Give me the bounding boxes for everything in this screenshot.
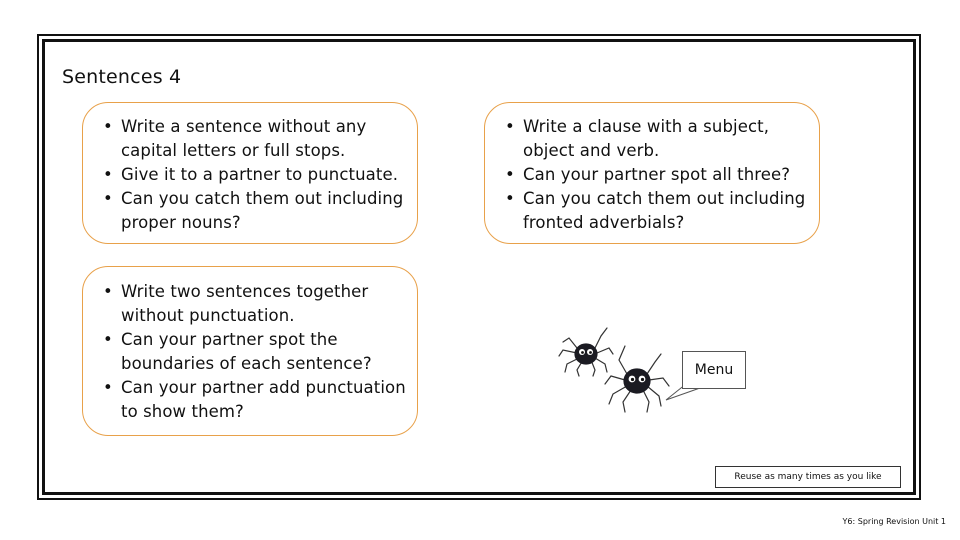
card-3-item-1: • Write two sentences together without punctuation. bbox=[101, 280, 417, 328]
card-1-item-2: • Give it to a partner to punctuate. bbox=[101, 163, 417, 187]
card-1-item-3: • Can you catch them out including proper nouns? bbox=[101, 187, 417, 235]
spider-icon bbox=[559, 328, 613, 376]
menu-button[interactable]: Menu bbox=[682, 351, 746, 389]
card-1-item-1: • Write a sentence without any capital letters or full stops. bbox=[101, 115, 417, 163]
card-3-item-3: • Can your partner add punctuation to show them? bbox=[101, 376, 417, 424]
reuse-note-button[interactable]: Reuse as many times as you like bbox=[715, 466, 901, 488]
activity-card-1 bbox=[82, 102, 418, 244]
activity-card-2 bbox=[484, 102, 820, 244]
card-2-item-2: • Can your partner spot all three? bbox=[503, 163, 819, 187]
footer-unit-label: Y6: Spring Revision Unit 1 bbox=[842, 517, 946, 526]
card-2-item-1: • Write a clause with a subject, object and verb. bbox=[503, 115, 819, 163]
card-3-item-2: • Can your partner spot the boundaries of each sentence? bbox=[101, 328, 417, 376]
card-2-item-3: • Can you catch them out including fronted adverbials? bbox=[503, 187, 819, 235]
slide-title: Sentences 4 bbox=[62, 66, 182, 88]
activity-card-3 bbox=[82, 266, 418, 436]
